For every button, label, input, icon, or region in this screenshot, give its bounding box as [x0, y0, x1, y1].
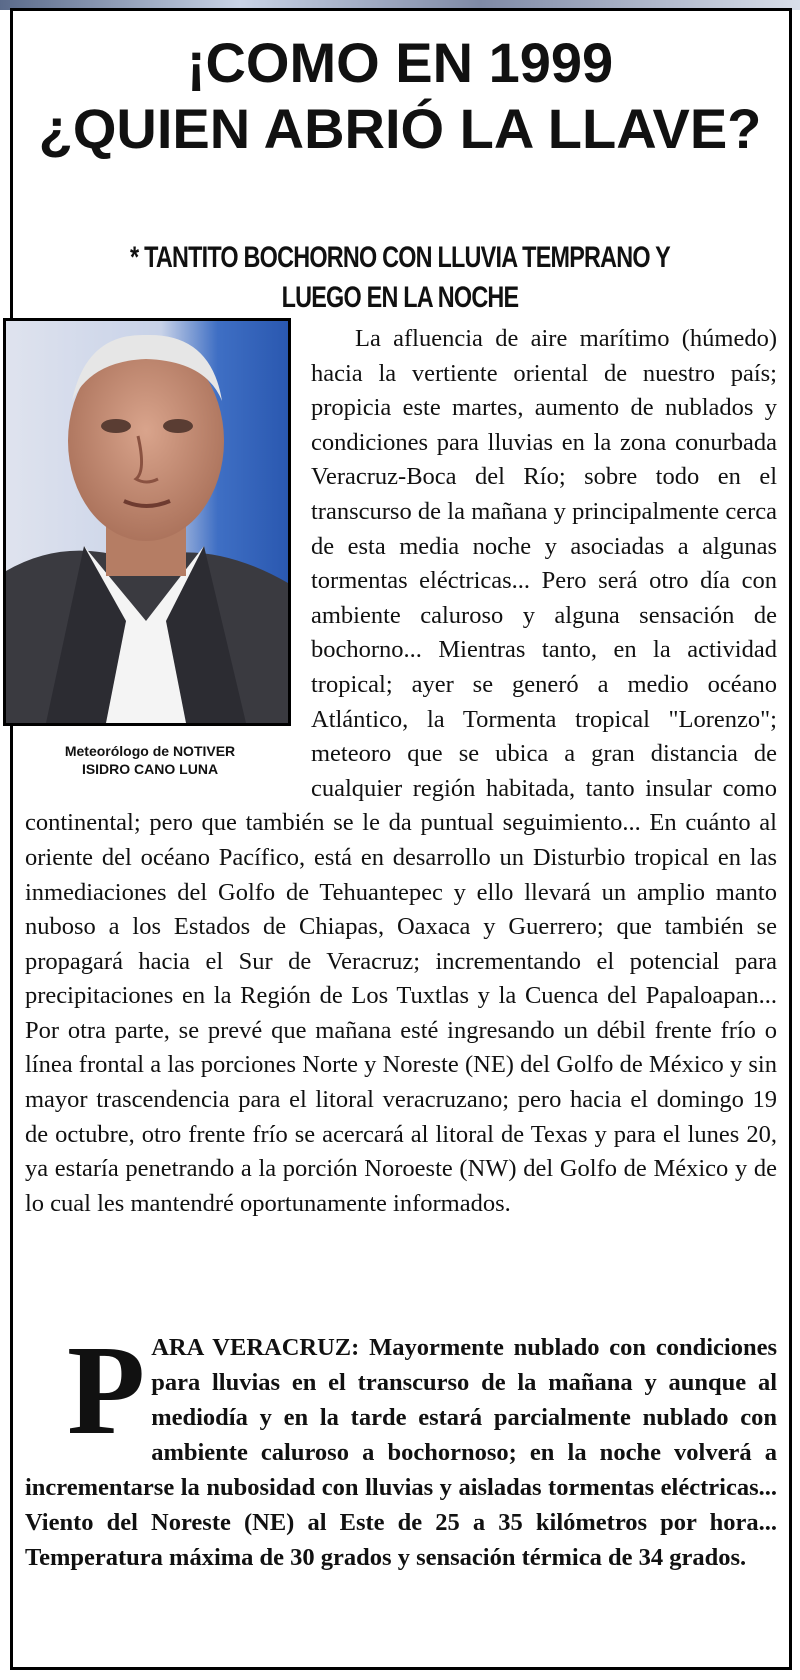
veracruz-forecast — [25, 1319, 777, 1575]
subheadline: * TANTITO BOCHORNO CON LLUVIA TEMPRANO Y LUEGO EN LA NOCHE — [130, 241, 670, 314]
caption-line-2: ISIDRO CANO LUNA — [81, 761, 219, 777]
headline-line-2: ¿QUIEN ABRIÓ LA LLAVE? — [38, 97, 762, 160]
drop-cap: P — [67, 1319, 146, 1461]
article-paragraph: La afluencia de aire marítimo (húmedo) hacia la vertiente oriental de nuestro país; propicia este martes, aumento de nublados y condiciones para lluvias en la zona conurbada Veracruz-Boca del Río; sobre todo en el transcurso de la mañana y principalmente cerca de esta media noche y asociadas a algunas tormentas eléctricas... Pero será otro día con ambiente caluroso y alguna sensación de bochorno... Mientras tanto, en la actividad tropical; ayer se generó a medio océano Atlántico, la Tormenta tropical "Lorenzo"; meteoro que se ubica a gran distancia de cualquier región habitada, tanto insular como continental; pero que también se le da puntual seguimiento... En cuánto al oriente del océano Pacífico, está en desarrollo un Disturbio tropical en las inmediaciones del Golfo de Tehuantepec y ello llevará un amplio manto nuboso a los Estados de Chiapas, Oaxaca y Guerrero; que también se propagará hacia el Sur de Veracruz; incrementando el potencial para precipitaciones en la Región de Los Tuxtlas y la Cuenca del Papaloapan... Por otra parte, se prevé que mañana esté ingresando un débil frente frío o línea frontal a las porciones Norte y Noreste (NE) del Golfo de México y sin mayor trascendencia para el litoral veracruzano; pero hacia el domingo 19 de octubre, otro frente frío se acercará al litoral de Texas y para el lunes 20, ya estaría penetrando a la porción Noroeste (NW) del Golfo de México y de lo cual les mantendré oportunamente informados. — [25, 325, 777, 1217]
forecast-text: ARA VERACRUZ: Mayormente nublado con condiciones para lluvias en el transcurso de la mañana y aunque al mediodía y en la tarde estará parcialmente nublado con ambiente caluroso a bochornoso; en la noche volverá a incrementarse la nubosidad con lluvias y aisladas tormentas eléctricas... Viento del Noreste (NE) al Este de 25 a 35 kilómetros por hora... Temperatura máxima de 30 grados y sensación térmica de 34 grados. — [25, 1334, 777, 1571]
headline — [0, 30, 800, 162]
photo-wrap-spacer — [25, 322, 311, 806]
article-body — [25, 322, 777, 1221]
caption-line-1: Meteorólogo de NOTIVER — [64, 743, 236, 759]
headline-line-1: ¡COMO EN 1999 — [186, 31, 614, 94]
